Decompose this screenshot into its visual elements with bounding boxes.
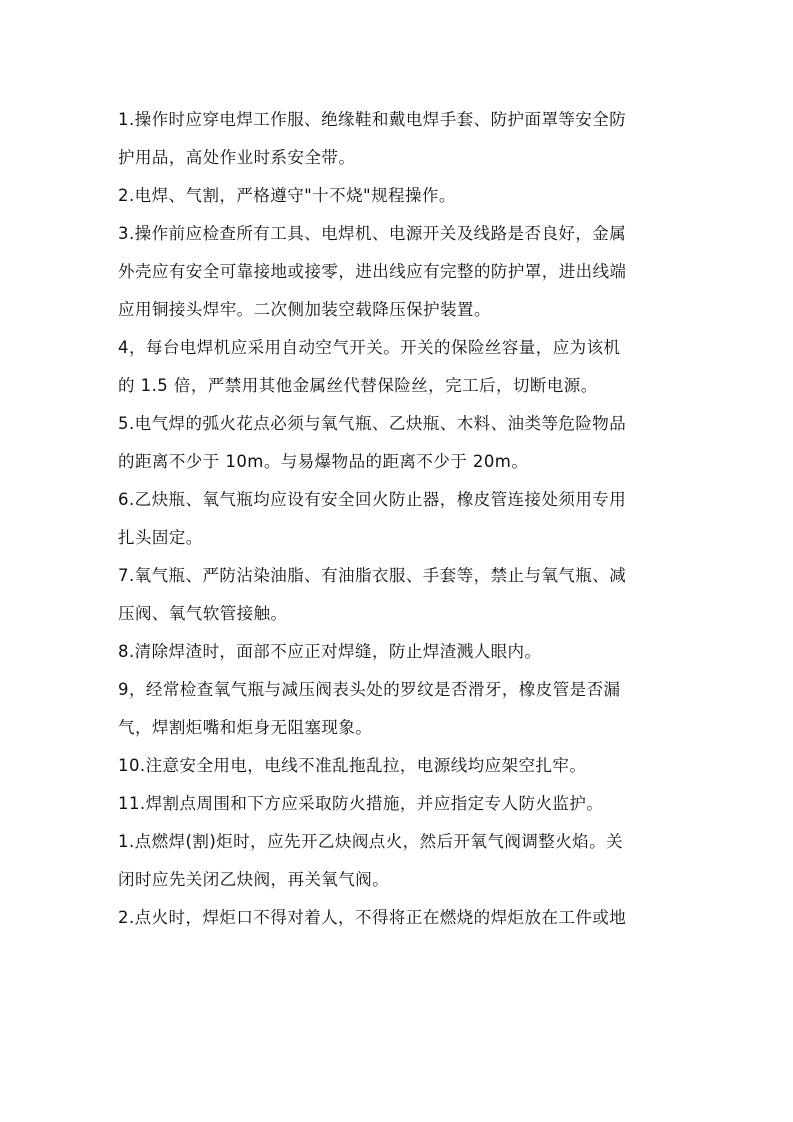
document-body (118, 101, 678, 937)
text-line: 的 1.5 倍，严禁用其他金属丝代替保险丝，完工后，切断电源。 (118, 376, 598, 395)
text-line: 5.电气焊的弧火花点必须与氧气瓶、乙炔瓶、木料、油类等危险物品 (118, 414, 627, 433)
text-line: 压阀、氧气软管接触。 (118, 604, 288, 623)
text-line: 6.乙炔瓶、氧气瓶均应设有安全回火防止器，橡皮管连接处须用专用 (118, 490, 627, 509)
text-line: 8.清除焊渣时，面部不应正对焊缝，防止焊渣溅人眼内。 (118, 642, 542, 661)
text-line: 9，经常检查氧气瓶与减压阀表头处的罗纹是否滑牙，橡皮管是否漏 (118, 680, 621, 699)
text-line: 3.操作前应检查所有工具、电焊机、电源开关及线路是否良好，金属 (118, 224, 627, 243)
text-line: 2.电焊、气割，严格遵守"十不烧"规程操作。 (118, 186, 456, 205)
text-line: 2.点火时，焊炬口不得对着人，不得将正在燃烧的焊炬放在工件或地 (118, 908, 627, 927)
text-line: 应用铜接头焊牢。二次侧加装空载降压保护装置。 (118, 300, 491, 319)
text-line: 4，每台电焊机应采用自动空气开关。开关的保险丝容量，应为该机 (118, 338, 621, 357)
text-line: 护用品，高处作业时系安全带。 (118, 148, 356, 167)
text-line: 10.注意安全用电，电线不准乱拖乱拉，电源线均应架空扎牢。 (118, 756, 587, 775)
text-line: 11.焊割点周围和下方应采取防火措施，并应指定专人防火监护。 (118, 794, 604, 813)
text-line: 7.氧气瓶、严防沾染油脂、有油脂衣服、手套等，禁止与氧气瓶、减 (118, 566, 627, 585)
text-line: 外壳应有安全可靠接地或接零，进出线应有完整的防护罩，进出线端 (118, 262, 627, 281)
text-line: 1.操作时应穿电焊工作服、绝缘鞋和戴电焊手套、防护面罩等安全防 (118, 110, 627, 129)
text-line: 1.点燃焊(割)炬时，应先开乙炔阀点火，然后开氧气阀调整火焰。关 (118, 832, 624, 851)
text-line: 扎头固定。 (118, 528, 203, 547)
text-line: 闭时应先关闭乙炔阀，再关氧气阀。 (118, 870, 390, 889)
text-line: 气，焊割炬嘴和炬身无阻塞现象。 (118, 718, 373, 737)
text-line: 的距离不少于 10m。与易爆物品的距离不少于 20m。 (118, 452, 529, 471)
